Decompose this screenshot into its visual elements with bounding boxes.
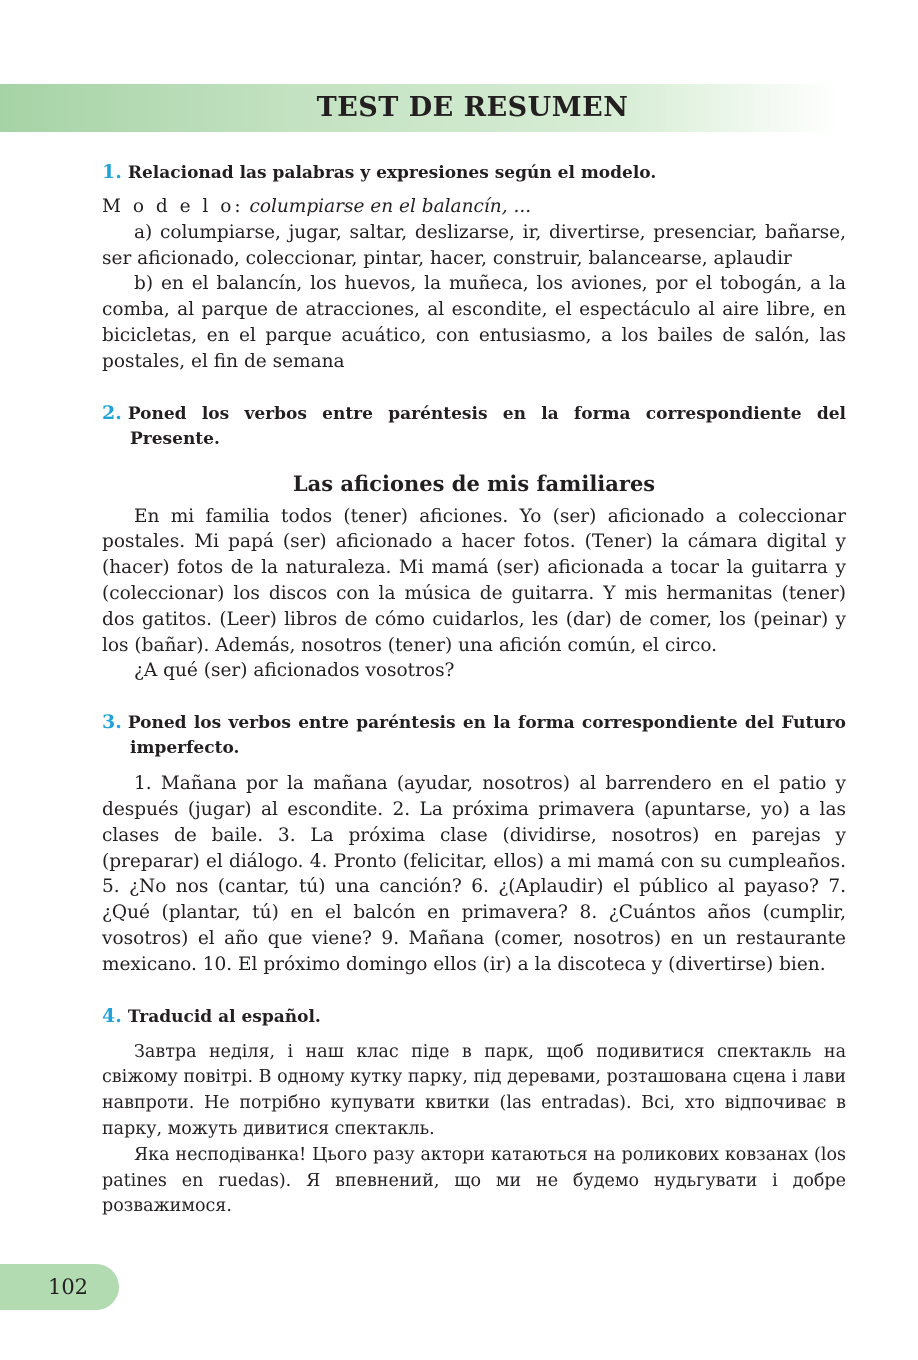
model-text: columpiarse en el balancín, ... <box>249 196 532 217</box>
exercise-1-list-a: a) columpiarse, jugar, saltar, deslizarse, ir, divertirse, presenciar, bañarse, ser aficionado, coleccionar, pintar, hacer, construir, balancearse, aplaudir <box>102 221 846 269</box>
exercise-3-instruction: Poned los verbos entre paréntesis en la forma correspondiente del Futuro imperfecto. <box>127 713 846 759</box>
exercise-3-heading <box>102 710 846 761</box>
exercise-1-model <box>102 194 846 220</box>
exercise-1-list-b: b) en el balancín, los huevos, la muñeca, los aviones, por el tobogán, a la comba, al parque de atracciones, al escondite, el espectáculo al aire libre, en bicicletas, en el parque acuático, con entusiasmo, a los bailes de salón, las postales, el fin de semana <box>102 273 846 372</box>
page-content <box>102 160 846 1220</box>
exercise-1-heading <box>102 160 846 186</box>
exercise-2 <box>102 401 846 685</box>
exercise-4-text-2: Яка несподіванка! Цього разу актори катаються на роликових ковзанах (los patines en ruedas). Я впевнений, що ми не будемо нудьгувати і добре розважимося. <box>102 1144 846 1217</box>
exercise-2-heading <box>102 401 846 452</box>
exercise-4-heading <box>102 1004 846 1030</box>
exercise-2-text: En mi familia todos (tener) aficiones. Yo (ser) aficionado a coleccionar postales. Mi papá (ser) aficionado a hacer fotos. (Tener) la cámara digital y (hacer) fotos de la naturaleza. Mi mamá (ser) aficionada a tocar la guitarra y (coleccionar) los discos con la música de guitarra. Y mis hermanitas (tener) dos gatitos. (Leer) libros de cómo cuidarlos, les (dar) de comer, los (peinar) y los (bañar). Además, nosotros (tener) una afición común, el circo. <box>102 505 846 656</box>
exercise-1 <box>102 160 846 375</box>
exercise-4-text-1: Завтра неділя, і наш клас піде в парк, щоб подивитися спектакль на свіжому повітрі. В одному кутку парку, під деревами, розташована сцена і лави навпроти. Не потрібно купувати квитки (las entradas). Всі, хто відпочиває в парку, можуть дивитися спектакль. <box>102 1041 846 1139</box>
exercise-4 <box>102 1004 846 1221</box>
exercise-2-number: 2. <box>102 401 122 424</box>
exercise-3 <box>102 710 846 977</box>
text-subtitle: Las aficiones de mis familiares <box>292 470 656 496</box>
page-number-badge <box>0 1264 119 1310</box>
exercise-2-instruction: Poned los verbos entre paréntesis en la forma correspondiente del Presente. <box>127 403 846 449</box>
exercise-3-text: 1. Mañana por la mañana (ayudar, nosotros) al barrendero en el patio y después (jugar) al escondite. 2. La próxima primavera (apuntarse, yo) a las clases de baile. 3. La próxima clase (dividirse, nosotros) en parejas y (preparar) el diálogo. 4. Pronto (felicitar, ellos) a mi mamá con su cumpleaños. 5. ¿No nos (cantar, tú) una canción? 6. ¿(Aplaudir) el público al payaso? 7. ¿Qué (plantar, tú) en el balcón en primavera? 8. ¿Cuántos años (cumplir, vosotros) el año que viene? 9. Mañana (comer, nosotros) en un restaurante mexicano. 10. El próximo domingo ellos (ir) a la discoteca y (divertirse) bien. <box>102 773 846 975</box>
page-title: TEST DE RESUMEN <box>316 92 629 123</box>
exercise-3-number: 3. <box>102 711 122 734</box>
exercise-2-question: ¿A qué (ser) aficionados vosotros? <box>134 660 455 682</box>
page-number: 102 <box>47 1275 89 1299</box>
model-label: M o d e l o: <box>102 196 244 217</box>
exercise-4-number: 4. <box>102 1004 122 1027</box>
exercise-1-number: 1. <box>102 161 122 183</box>
exercise-1-instruction: Relacionad las palabras y expresiones según el modelo. <box>127 163 657 183</box>
title-banner <box>0 84 840 132</box>
exercise-4-instruction: Traducid al español. <box>127 1006 321 1027</box>
